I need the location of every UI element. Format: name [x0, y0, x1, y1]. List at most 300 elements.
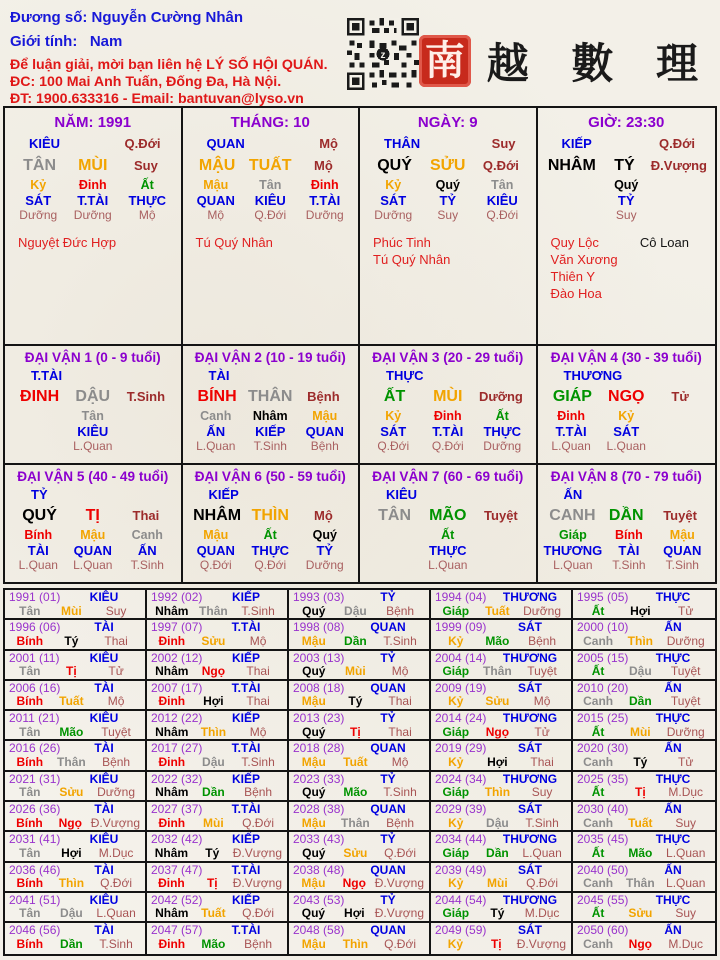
- dai-van-4-heaven-stem: GIÁP: [552, 388, 592, 405]
- year-cell-2002-line2: [151, 665, 282, 679]
- pillar-4-notes-right: [640, 234, 689, 302]
- year-cell-2003-line2: [293, 665, 424, 679]
- dai-van-7-star-row: [360, 486, 536, 503]
- year-cell-1998-line1: [293, 621, 424, 635]
- year-cell-2028-chi: Thân: [341, 815, 370, 830]
- year-cell-2012-chi: Thìn: [200, 724, 227, 739]
- dai-van-7-hidden-col-1: [366, 528, 421, 573]
- dai-van-3-hidden-star: THỰC: [483, 424, 521, 439]
- year-cell-2029-stage: T.Sinh: [525, 815, 559, 830]
- year-cell-2041-label: 2041 (51): [9, 892, 61, 907]
- year-cell-1994: [431, 590, 573, 620]
- dai-van-1-hidden-can: Tân: [81, 409, 104, 423]
- year-cell-2009-can: Kỷ: [448, 694, 464, 709]
- year-cell-2028: [289, 802, 431, 832]
- dai-van-4-main-stage: Tử: [671, 389, 689, 404]
- dai-van-3-main-row: [360, 384, 536, 408]
- year-cell-1996-line1: [9, 621, 140, 635]
- year-cell-2033-label: 2033 (43): [293, 832, 345, 847]
- year-cell-2017-can: Đinh: [158, 754, 186, 769]
- year-cell-2013-line2: [293, 726, 424, 740]
- dai-van-4-hidden-can: Kỷ: [618, 409, 635, 423]
- dai-van-2-title: ĐẠI VẬN 2 (10 - 19 tuổi): [194, 350, 346, 365]
- year-cell-2020-chi: Tý: [633, 754, 648, 769]
- pillar-2-hidden-col-3: [298, 178, 353, 223]
- pillar-4-top-row: [538, 134, 716, 153]
- year-cell-2009-line2: [435, 695, 566, 709]
- dai-van-5-hidden-col-3: [120, 528, 175, 573]
- pillar-1-notes-left: [18, 234, 116, 251]
- year-cell-2027-chi: Mùi: [203, 815, 224, 830]
- year-cell-2008-star: QUAN: [370, 680, 406, 695]
- year-cell-2004-line2: [435, 665, 566, 679]
- pillar-3-top-stage: Suy: [491, 136, 516, 151]
- dai-van-2-hidden-star: ẤN: [206, 424, 226, 439]
- year-cell-2046-label: 2046 (56): [9, 923, 61, 938]
- pillar-3-notes-left: [373, 234, 450, 268]
- year-cell-2049-stage: Đ.Vượng: [516, 936, 566, 951]
- year-cell-2016-can: Bính: [16, 754, 44, 769]
- pillar-1-heaven-stem: TÂN: [23, 157, 57, 174]
- pillar-2-hidden-can: Mậu: [203, 178, 229, 192]
- dai-van-6-main-stage: Mộ: [314, 508, 333, 523]
- year-cell-2026-can: Bính: [16, 815, 43, 830]
- year-cell-2006-can: Bính: [16, 694, 44, 709]
- year-cell-2041-can: Tân: [19, 906, 41, 921]
- year-cell-2023-star: TỶ: [380, 771, 396, 786]
- year-cell-2010-chi: Dần: [628, 694, 652, 709]
- year-cell-2033-stage: Q.Đới: [384, 845, 417, 860]
- year-cell-1992-label: 1992 (02): [151, 590, 203, 604]
- pillar-3-hidden-star: KIÊU: [486, 193, 518, 208]
- year-cell-2019-can: Kỷ: [448, 754, 464, 769]
- year-cell-2026-label: 2026 (36): [9, 802, 61, 817]
- year-cell-2025-star: THỰC: [655, 771, 691, 786]
- pillar-4-hidden-stems-row: [538, 177, 716, 223]
- year-cell-2017-line2: [151, 756, 282, 770]
- dai-van-8-hidden-can: Bính: [615, 528, 643, 542]
- year-cell-1993-star: TỶ: [380, 590, 396, 604]
- dai-van-5-star-row: [5, 486, 181, 503]
- year-cell-2002-label: 2002 (12): [151, 650, 203, 665]
- year-cell-2041-star: KIÊU: [89, 892, 119, 907]
- year-cell-1992-line1: [151, 591, 282, 605]
- year-cell-2044-stage: M.Dục: [524, 906, 560, 921]
- dai-van-6-hidden-star: QUAN: [196, 543, 235, 558]
- dai-van-4-hidden-star: SÁT: [613, 424, 640, 439]
- dai-van-8-main-row: [538, 503, 716, 527]
- year-cell-1994-star: THƯƠNG: [502, 590, 558, 604]
- dai-van-5-main-stage: Thai: [132, 508, 160, 523]
- dai-van-1-title: ĐẠI VẬN 1 (0 - 9 tuổi): [24, 350, 161, 365]
- year-cell-2005-stage: Tuyệt: [670, 664, 701, 679]
- year-cell-2027-stage: Q.Đới: [242, 815, 275, 830]
- year-cell-2020: [573, 741, 715, 771]
- year-cell-2001-chi: Tị: [66, 664, 77, 679]
- pillar-2-hidden-stage: Dưỡng: [305, 208, 344, 222]
- year-cell-2034-line1: [435, 833, 566, 847]
- year-cell-2016-chi: Thân: [57, 754, 86, 769]
- year-cell-2020-stage: Tử: [678, 754, 694, 769]
- year-cell-2041: [5, 893, 147, 923]
- brand-logo: [419, 15, 712, 106]
- dai-van-1-hidden-col-3: [120, 409, 175, 454]
- dai-van-2-hidden-col-1: [189, 409, 244, 454]
- dai-van-1-main-row: [5, 384, 181, 408]
- dai-van-2: [183, 346, 361, 463]
- pillar-4-hidden-can: Quý: [614, 178, 639, 192]
- year-cell-2048-line1: [293, 924, 424, 938]
- year-cell-2005-star: THỰC: [655, 650, 691, 665]
- year-cell-2036-line1: [9, 864, 140, 878]
- dai-van-5-hidden-col-1: [11, 528, 66, 573]
- year-cell-2023-line1: [293, 773, 424, 787]
- dai-van-7-main-stage: Tuyệt: [484, 508, 518, 523]
- pillar-1-hidden-col-3: [120, 178, 175, 223]
- year-cell-1998: [289, 620, 431, 650]
- year-cell-1998-line2: [293, 635, 424, 649]
- year-cell-1995-line2: [577, 605, 710, 619]
- pillar-2-hidden-star: KIÊU: [254, 193, 286, 208]
- year-cell-1995-can: Ất: [591, 603, 605, 618]
- pillar-2-hidden-col-2: [243, 178, 298, 223]
- dai-van-6-main-row: [183, 503, 359, 527]
- year-cell-2016-label: 2016 (26): [9, 741, 61, 756]
- year-cell-2007-can: Đinh: [158, 694, 186, 709]
- year-cell-2050-stage: M.Dục: [668, 936, 704, 951]
- year-cell-2045-line2: [577, 907, 710, 921]
- dai-van-8-hidden-stems-row: [538, 527, 716, 573]
- pillar-4-note-right: Cô Loan: [639, 235, 689, 250]
- pillar-3-earth-branch: SỬU: [429, 157, 466, 174]
- pillar-2-top-row: [183, 134, 359, 153]
- year-cell-2012-can: Nhâm: [155, 724, 189, 739]
- year-cell-2050: [573, 923, 715, 953]
- dai-van-6-hidden-stems-row: [183, 527, 359, 573]
- year-cell-1997-label: 1997 (07): [151, 620, 203, 635]
- year-cell-2048: [289, 923, 431, 953]
- year-cell-1997-star: T.TÀI: [231, 620, 261, 635]
- dai-van-row-2: [5, 463, 715, 582]
- year-cell-2000-can: Canh: [583, 633, 614, 648]
- dai-van-1-hidden-col-1: [11, 409, 66, 454]
- year-cell-2037-star: T.TÀI: [231, 862, 261, 877]
- year-cell-2026: [5, 802, 147, 832]
- pillar-4-note: Thiên Y: [550, 269, 596, 284]
- dai-van-8-star-row: [538, 486, 716, 503]
- year-cell-2012: [147, 711, 289, 741]
- pillar-4-top-stage: Q.Đới: [659, 136, 695, 151]
- person-name-line: Đương số: Nguyễn Cường Nhân: [10, 9, 244, 26]
- dai-van-3-hidden-can: Ất: [495, 409, 509, 423]
- year-cell-2026-chi: Ngọ: [58, 815, 82, 830]
- pillar-1-hidden-can: Kỷ: [30, 178, 47, 192]
- year-cell-2047: [147, 923, 289, 953]
- qr-code-icon: [347, 18, 419, 90]
- year-cell-2044-star: THƯƠNG: [502, 892, 558, 907]
- dai-van-2-star-row: [183, 367, 359, 384]
- year-cell-2025-stage: M.Dục: [668, 785, 704, 800]
- year-cell-1999-star: SÁT: [518, 620, 542, 635]
- year-cell-1993: [289, 590, 431, 620]
- year-cell-2031-star: KIÊU: [89, 832, 119, 847]
- pillar-4-hidden-col-2: [599, 178, 654, 223]
- year-cell-2049-can: Kỷ: [447, 936, 464, 951]
- year-cell-2033-chi: Sửu: [343, 845, 368, 860]
- dai-van-8-hidden-star: THƯƠNG: [543, 543, 603, 558]
- year-cell-2027-star: T.TÀI: [231, 802, 261, 817]
- year-cell-2004-star: THƯƠNG: [502, 650, 558, 665]
- year-cell-2031-stage: M.Dục: [98, 845, 134, 860]
- dai-van-3: [360, 346, 538, 463]
- year-cell-2007-line2: [151, 695, 282, 709]
- year-cell-2042-stage: Q.Đới: [242, 906, 275, 921]
- dai-van-5-hidden-can: Canh: [131, 528, 163, 542]
- pillar-2-top-stage: Mộ: [319, 136, 338, 151]
- dai-van-8-hidden-col-3: [656, 528, 709, 573]
- dai-van-4-earth-branch: NGỌ: [608, 388, 645, 405]
- year-cell-2033-can: Quý: [302, 845, 326, 860]
- dai-van-2-hidden-stage: L.Quan: [196, 439, 236, 453]
- year-cell-2037-chi: Tị: [206, 876, 218, 891]
- dai-van-8: [538, 465, 716, 582]
- year-cell-2035-star: THỰC: [655, 832, 691, 847]
- year-cell-2029-can: Kỷ: [448, 815, 464, 830]
- dai-van-6-hidden-star: TỶ: [316, 543, 334, 558]
- year-cell-2025-chi: Tị: [634, 785, 646, 800]
- dai-van-3-hidden-star: SÁT: [380, 424, 407, 439]
- year-cell-2032: [147, 832, 289, 862]
- pillar-3-hidden-col-3: [475, 178, 530, 223]
- year-cell-1998-label: 1998 (08): [293, 620, 345, 635]
- year-cell-2016-line1: [9, 742, 140, 756]
- year-cell-2043-stage: Đ.Vượng: [374, 906, 424, 921]
- year-cell-2022-stage: Bệnh: [244, 785, 273, 800]
- pillar-2-hidden-star: QUAN: [196, 193, 235, 208]
- gender-line: Giới tính: Nam: [10, 33, 123, 50]
- year-cell-2022-label: 2022 (32): [151, 771, 203, 786]
- pillar-4-main-stage: Đ.Vượng: [650, 158, 707, 173]
- dai-van-6: [183, 465, 361, 582]
- year-cell-2021-label: 2021 (31): [9, 771, 61, 786]
- year-cell-2030-chi: Tuất: [628, 815, 653, 830]
- year-cell-2002: [147, 651, 289, 681]
- year-cell-2004-line1: [435, 652, 566, 666]
- year-cell-2036-star: TÀI: [94, 862, 114, 877]
- contact-phone-email-line: ĐT: 1900.633316 - Email: bantuvan@lyso.vn: [10, 91, 304, 107]
- year-cell-2000-label: 2000 (10): [577, 620, 629, 635]
- dai-van-6-hidden-stage: Dưỡng: [305, 558, 344, 572]
- year-cell-2040-line1: [577, 864, 710, 878]
- year-cell-2019-star: SÁT: [518, 741, 542, 756]
- year-cell-2010-can: Canh: [583, 694, 614, 709]
- year-cell-2038-stage: Đ.Vượng: [374, 876, 424, 891]
- pillar-2-notes-left: [196, 234, 273, 251]
- dai-van-2-hidden-can: Nhâm: [252, 409, 288, 423]
- pillar-2-hidden-col-1: [189, 178, 244, 223]
- dai-van-5-heaven-stem: QUÝ: [22, 507, 57, 524]
- year-cell-2005-can: Ất: [591, 664, 605, 679]
- year-cell-2036-can: Bính: [16, 876, 44, 891]
- year-cell-2024-chi: Thìn: [484, 785, 511, 800]
- year-cell-2017-line1: [151, 742, 282, 756]
- year-cell-2045: [573, 893, 715, 923]
- pillar-1: [5, 108, 183, 344]
- year-cell-2015-chi: Mùi: [629, 724, 651, 739]
- year-cell-2039-line2: [435, 877, 566, 891]
- dai-van-6-hidden-stage: Q.Đới: [254, 558, 287, 572]
- dai-van-2-hidden-can: Mậu: [312, 409, 338, 423]
- dai-van-4-hidden-can: Đinh: [557, 409, 585, 423]
- year-cell-2040-stage: L.Quan: [666, 876, 706, 891]
- four-pillars-row: [5, 108, 715, 344]
- year-cell-2018-label: 2018 (28): [293, 741, 345, 756]
- pillar-3-hidden-stage: Dưỡng: [374, 208, 413, 222]
- year-cell-2008-can: Mậu: [301, 694, 326, 709]
- pillar-2-top-star: QUAN: [206, 136, 245, 151]
- year-cell-2018-line2: [293, 756, 424, 770]
- dai-van-3-hidden-can: Đinh: [433, 409, 462, 423]
- pillar-4: [538, 108, 716, 344]
- year-cell-1995-stage: Tử: [678, 603, 694, 618]
- year-cell-1998-can: Mậu: [301, 633, 326, 648]
- pillar-3-note: Tú Quý Nhân: [373, 252, 451, 267]
- year-cell-2005-label: 2005 (15): [577, 650, 629, 665]
- year-cell-2049-star: SÁT: [518, 923, 542, 938]
- year-cell-2031-chi: Hợi: [61, 845, 82, 860]
- dai-van-5-hidden-star: TÀI: [27, 543, 49, 558]
- year-cell-2018-can: Mậu: [301, 754, 326, 769]
- year-cell-1991-line1: [9, 591, 140, 605]
- year-cell-2046-chi: Dần: [60, 936, 83, 951]
- year-cell-2020-label: 2020 (30): [577, 741, 629, 756]
- dai-van-5-earth-branch: TỊ: [85, 507, 100, 524]
- year-cell-2028-line1: [293, 803, 424, 817]
- year-cell-2021-can: Tân: [19, 785, 41, 800]
- year-cell-2021: [5, 772, 147, 802]
- year-cell-2043-label: 2043 (53): [293, 892, 345, 907]
- pillar-2-main-stage: Mộ: [314, 158, 333, 173]
- dai-van-8-earth-branch: DẦN: [608, 507, 644, 524]
- year-cell-2021-line1: [9, 773, 140, 787]
- year-cell-2050-line2: [577, 938, 710, 952]
- year-cell-2001-can: Tân: [19, 664, 41, 679]
- year-cell-2013-star: TỶ: [380, 711, 396, 726]
- year-cell-2009-star: SÁT: [518, 680, 542, 695]
- year-cell-2024: [431, 772, 573, 802]
- pillar-3: [360, 108, 538, 344]
- dai-van-2-heaven-stem: BÍNH: [197, 388, 237, 405]
- year-cell-1997-line1: [151, 621, 282, 635]
- pillar-2-hidden-can: Đinh: [310, 178, 339, 192]
- year-cell-2046-star: TÀI: [94, 923, 114, 938]
- pillar-4-notes-left: [551, 234, 618, 302]
- year-cell-2031: [5, 832, 147, 862]
- year-cell-2012-line2: [151, 726, 282, 740]
- year-cell-2031-line2: [9, 847, 140, 861]
- pillar-4-hidden-col-1: [544, 178, 599, 223]
- dai-van-1-star: T.TÀI: [31, 368, 63, 383]
- year-cell-2045-can: Ất: [591, 906, 605, 921]
- year-cell-2036-chi: Thìn: [58, 876, 85, 891]
- dai-van-5-star: TỶ: [31, 487, 48, 502]
- pillar-2-hidden-stage: Q.Đới: [254, 208, 287, 222]
- pillar-3-hidden-star: SÁT: [380, 193, 407, 208]
- year-cell-2030-can: Canh: [583, 815, 614, 830]
- year-cell-2000-stage: Dưỡng: [666, 633, 705, 648]
- year-cell-2022-line2: [151, 786, 282, 800]
- year-cell-2001-star: KIÊU: [89, 650, 119, 665]
- year-cell-2011-star: KIÊU: [89, 711, 119, 726]
- year-cell-2004: [431, 651, 573, 681]
- year-cell-2008-chi: Tý: [348, 694, 363, 709]
- year-cell-2031-can: Tân: [19, 845, 41, 860]
- year-cell-2049-chi: Tị: [490, 936, 502, 951]
- year-cell-2038-can: Mậu: [301, 876, 326, 891]
- pillar-4-main-row: [538, 153, 716, 177]
- year-cell-2045-label: 2045 (55): [577, 892, 629, 907]
- dai-van-7-heaven-stem: TÂN: [378, 507, 412, 524]
- dai-van-2-hidden-stems-row: [183, 408, 359, 454]
- year-cell-2022-line1: [151, 773, 282, 787]
- year-cell-2015-stage: Dưỡng: [666, 724, 705, 739]
- year-cell-2035: [573, 832, 715, 862]
- dai-van-1-hidden-stage: L.Quan: [73, 439, 113, 453]
- year-cell-2021-star: KIÊU: [89, 771, 119, 786]
- pillar-2-heaven-stem: MẬU: [198, 157, 236, 174]
- dai-van-4-hidden-stage: L.Quan: [551, 439, 591, 453]
- dai-van-2-main-row: [183, 384, 359, 408]
- year-cell-2009-stage: Mộ: [533, 694, 551, 709]
- year-cell-1995-line1: [577, 591, 710, 605]
- year-cell-2006-line1: [9, 682, 140, 696]
- dai-van-4-star: THƯƠNG: [563, 368, 623, 383]
- dai-van-3-hidden-stage: Q.Đới: [377, 439, 410, 453]
- year-cell-2049: [431, 923, 573, 953]
- year-cell-1999-line2: [435, 635, 566, 649]
- year-cell-2010: [573, 681, 715, 711]
- year-cell-2048-line2: [293, 938, 424, 952]
- year-cell-2023-chi: Mão: [343, 785, 368, 800]
- pillar-4-heaven-stem: NHÂM: [547, 157, 596, 174]
- pillar-1-title: NĂM: 1991: [54, 114, 132, 131]
- year-cell-2042: [147, 893, 289, 923]
- year-cell-2034-label: 2034 (44): [435, 832, 487, 847]
- year-cell-2030: [573, 802, 715, 832]
- year-cell-2037-can: Đinh: [158, 876, 185, 891]
- dai-van-5-hidden-stems-row: [5, 527, 181, 573]
- dai-van-3-hidden-star: T.TÀI: [432, 424, 464, 439]
- year-cell-1997: [147, 620, 289, 650]
- year-cell-2039-line1: [435, 864, 566, 878]
- year-cell-2048-can: Mậu: [301, 936, 326, 951]
- pillar-4-note: Quy Lộc: [550, 235, 599, 250]
- year-cell-2007-stage: Thai: [246, 694, 270, 709]
- year-cell-2044-line1: [435, 894, 566, 908]
- year-cell-2023-label: 2023 (33): [293, 771, 345, 786]
- year-cell-2008: [289, 681, 431, 711]
- year-cell-1999-chi: Mão: [485, 633, 510, 648]
- year-cell-1991-star: KIÊU: [89, 590, 119, 604]
- year-cell-2028-star: QUAN: [370, 802, 406, 817]
- year-cell-2024-label: 2024 (34): [435, 771, 487, 786]
- dai-van-2-hidden-col-3: [298, 409, 353, 454]
- dai-van-2-earth-branch: THÂN: [248, 388, 293, 405]
- year-cell-2049-line1: [435, 924, 566, 938]
- dai-van-6-hidden-can: Ất: [263, 528, 277, 542]
- year-cell-2050-line1: [577, 924, 710, 938]
- pillar-2-hidden-star: T.TÀI: [309, 193, 341, 208]
